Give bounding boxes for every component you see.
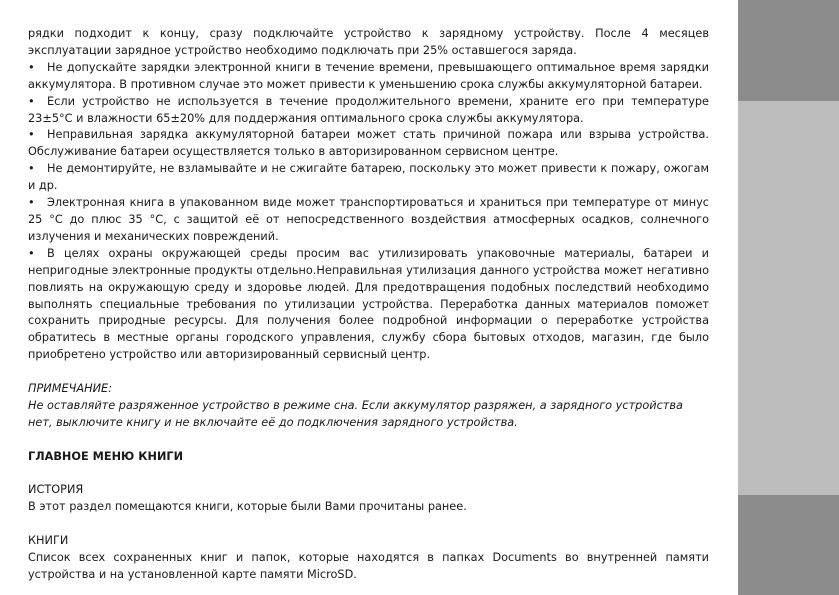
bullet-item: [28, 195, 709, 246]
page-content: [28, 26, 709, 584]
bullet-item: [28, 161, 709, 195]
section-title-history: ИСТОРИЯ: [28, 483, 84, 497]
section-title-books: КНИГИ: [28, 534, 69, 548]
spacer: [28, 516, 709, 533]
bullet-item: [28, 60, 709, 94]
spacer: [28, 466, 709, 483]
bullet-item: [28, 127, 709, 161]
bullet-text: В целях охраны окружающей среды просим вас утилизировать упаковочные материалы, батареи и непригодные электронные продукты отдельно.Неправильная утилизация данного устройства может негативно повлиять на окружающую среду и здоровье людей. Для предотвращения подобных последствий необходимо выполнять специальные требования по утилизации устройства. Переработка данных материалов поможет сохранить природные ресурсы. Для получения более подробной информации о переработке устройства обратитесь в местные органы городского управления, службу сбора бытовых отходов, магазин, где было приобретено устройство или авторизированный сервисный центр.: [28, 246, 709, 362]
side-tab-middle: [738, 101, 839, 495]
bullet-text: Если устройство не используется в течение продолжительного времени, храните его при температуре 23±5°С и влажности 65±20% для поддержания оптимального срока службы аккумулятора.: [28, 94, 709, 125]
spacer: [28, 364, 709, 381]
side-tab-bottom: [738, 495, 839, 595]
bullet-text: Не демонтируйте, не взламывайте и не сжигайте батарею, поскольку это может привести к пожару, ожогам и др.: [28, 162, 709, 193]
side-tab-top: [738, 0, 839, 101]
main-menu-title: ГЛАВНОЕ МЕНЮ КНИГИ: [28, 449, 184, 463]
note-body: Не оставляйте разряженное устройство в режиме сна. Если аккумулятор разряжен, а зарядного устройства нет, выключите книгу и не включайте её до подключения зарядного устройства.: [28, 398, 683, 429]
note-title: ПРИМЕЧАНИЕ:: [28, 382, 113, 396]
bullet-mark: •: [28, 246, 35, 260]
bullet-mark: •: [28, 196, 35, 210]
bullet-text: Не допускайте зарядки электронной книги в течение времени, превышающего оптимальное время зарядки аккумулятора. В противном случае это может привести к уменьшению срока службы аккумуляторной батареи.: [28, 60, 709, 91]
bullet-mark: •: [28, 162, 35, 176]
bullet-mark: •: [28, 60, 35, 74]
bullet-item: [28, 246, 709, 364]
intro-paragraph: рядки подходит к концу, сразу подключайте устройство к зарядному устройству. После 4 месяцев эксплуатации зарядное устройство необходимо подключать при 25% оставшегося заряда.: [28, 27, 709, 57]
section-body-books: Список всех сохраненных книг и папок, которые находятся в папках Documents во внутренней памяти устройства и на установленной карте памяти MicroSD.: [28, 551, 709, 581]
section-body-history: В этот раздел помещаются книги, которые были Вами прочитаны ранее.: [28, 500, 467, 514]
bullet-item: [28, 94, 709, 128]
bullet-text: Электронная книга в упакованном виде может транспортироваться и храниться при температуре от минус 25 °С до плюс 35 °С, с защитой её от непосредственного воздействия атмосферных осадков, солнечного излучения и механических повреждений.: [28, 196, 709, 243]
bullet-mark: •: [28, 128, 35, 142]
spacer: [28, 432, 709, 449]
bullet-mark: •: [28, 94, 35, 108]
bullet-text: Неправильная зарядка аккумуляторной батареи может стать причиной пожара или взрыва устройства. Обслуживание батареи осуществляется только в авторизированном сервисном центре.: [28, 128, 709, 159]
